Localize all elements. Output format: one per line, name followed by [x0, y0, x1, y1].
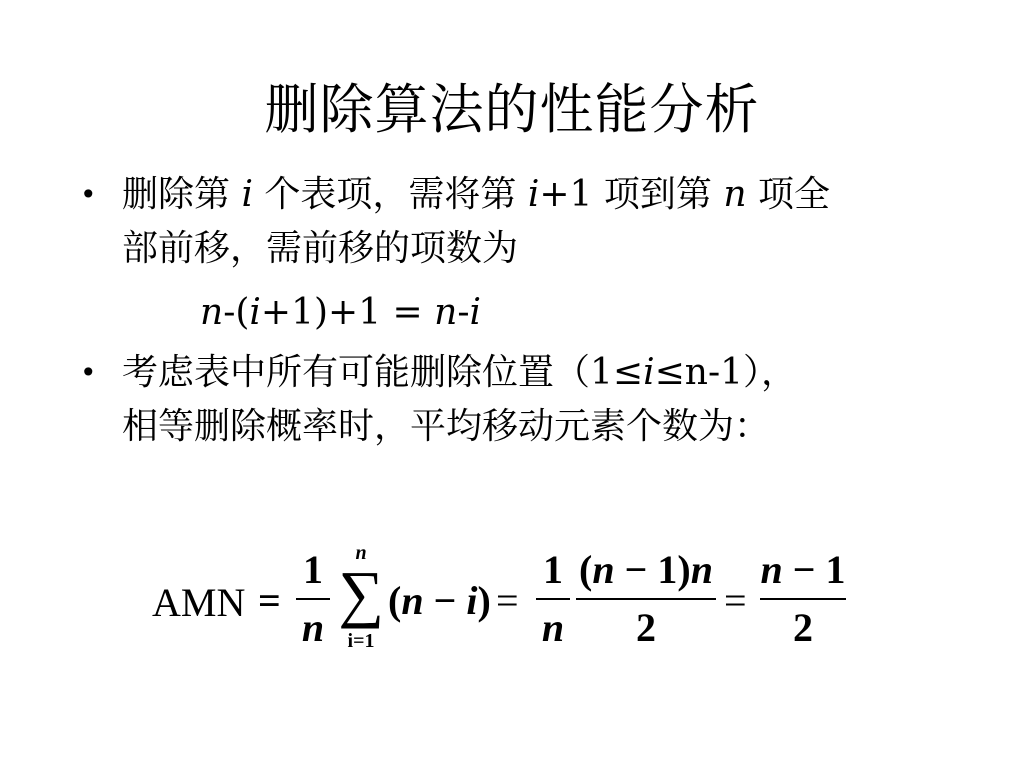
formula-equals-2: = — [496, 578, 519, 623]
bullet-2-line-1: 考虑表中所有可能删除位置（1≤i≤n-1）， — [122, 352, 798, 393]
bullet-text-1 — [122, 168, 942, 276]
fraction-one-over-n-2: 1 n — [536, 546, 570, 652]
fraction-one-over-n: 1 n — [296, 546, 330, 652]
formula-equals-3: = — [724, 578, 747, 623]
bullet-2-line-2: 相等删除概率时，平均移动元素个数为： — [122, 406, 771, 447]
amn-formula — [150, 540, 870, 670]
fraction-bar — [760, 598, 846, 600]
sigma-icon: ∑ — [338, 558, 384, 629]
bullet-dot-icon: • — [80, 356, 97, 389]
fraction-bar — [536, 598, 570, 600]
formula-equals-1: = — [258, 578, 281, 623]
sum-upper-limit: n — [355, 542, 367, 564]
bullet-dot-icon: • — [80, 178, 97, 211]
slide-title: 删除算法的性能分析 — [264, 78, 760, 141]
shift-count-expression: n-(i+1)+1 = n-i — [200, 292, 482, 333]
bullet-1-line-1: 删除第 i 个表项，需将第 i+1 项到第 n 项全 — [122, 174, 830, 215]
formula-lhs: AMN — [152, 580, 246, 625]
bullet-1-line-2: 部前移，需前移的项数为 — [122, 228, 519, 269]
summation — [336, 542, 386, 662]
fraction-bar — [296, 598, 330, 600]
fraction-n-minus-1-n-over-2: (n − 1)n 2 — [576, 546, 716, 652]
fraction-bar — [576, 598, 716, 600]
sum-term: (n − i) — [388, 578, 491, 623]
fraction-n-minus-1-over-2: n − 1 2 — [760, 547, 846, 650]
bullet-text-2 — [122, 346, 942, 454]
sum-lower-limit: i=1 — [347, 630, 375, 652]
